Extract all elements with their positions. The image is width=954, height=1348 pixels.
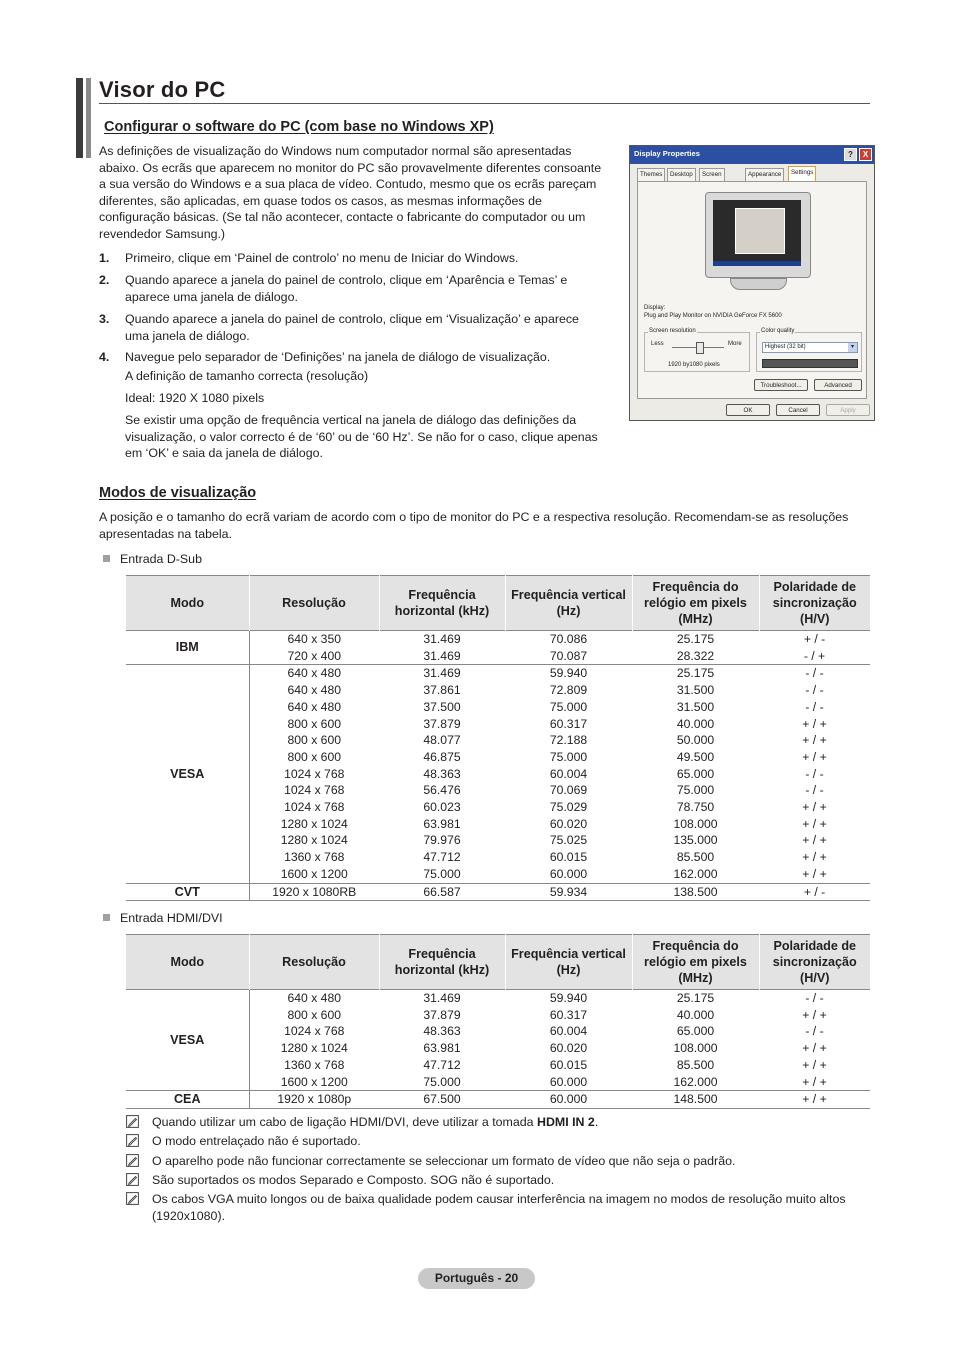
note-icon (126, 1115, 139, 1128)
step4-ideal: Ideal: 1920 X 1080 pixels (125, 391, 265, 405)
step-text: Quando aparece a janela do painel de controlo, clique em ‘Aparência e Temas’ e aparece uma janela de diálogo. (125, 273, 568, 304)
dsub-table (126, 575, 870, 901)
pixel-clock-cell: 108.000 (673, 1041, 718, 1056)
dsub-label: Entrada D-Sub (120, 552, 202, 566)
hfreq-cell: 79.976 (423, 833, 461, 848)
step4-frequency: Se existir uma opção de frequência vertical na janela de diálogo das definições da visualização, o valor correcto é de ‘60’ ou de ‘60 Hz’. Se não for o caso, clique apenas em ‘OK’ e saia da janela de diálogo. (125, 413, 598, 460)
pixel-clock-cell: 49.500 (676, 749, 715, 764)
hfreq-cell: 48.363 (423, 1024, 461, 1039)
vfreq-cell: 70.086 (505, 631, 632, 648)
polarity-cell: - / - (805, 766, 824, 781)
vfreq-cell: 60.000 (505, 1091, 632, 1109)
vfreq-cell: 60.000 (549, 1074, 588, 1089)
color-bar (762, 359, 858, 368)
polarity-cell: - / - (759, 990, 870, 1007)
pixel-clock-cell: 50.000 (676, 733, 715, 748)
step-number: 3. (99, 312, 110, 326)
pixel-clock-cell: 135.000 (673, 833, 718, 848)
resolution-cell: 1360 x 768 (284, 1057, 345, 1072)
settings-panel (637, 181, 867, 399)
pixel-clock-cell: 65.000 (676, 766, 715, 781)
hfreq-cell: 46.875 (423, 749, 461, 764)
vfreq-cell: 75.000 (549, 699, 588, 714)
note-icon (126, 1192, 139, 1205)
title-accent-bar-light (86, 78, 91, 158)
note-text-main: O modo entrelaçado não é suportado. (152, 1134, 361, 1148)
dsub-bullet (103, 552, 202, 566)
pixel-clock-cell: 108.000 (673, 816, 718, 831)
apply-button[interactable]: Apply (826, 404, 870, 416)
resolution-cell: 800 x 600 (287, 749, 342, 764)
vfreq-cell: 75.000 (549, 749, 588, 764)
hfreq-cell: 67.500 (379, 1091, 505, 1109)
step4-resolution: A definição de tamanho correcta (resolução) (125, 369, 369, 383)
resolution-value: 1920 by1080 pixels (668, 362, 720, 368)
title-accent-bar (76, 78, 83, 158)
hfreq-cell: 56.476 (423, 783, 461, 798)
hdmi-table (126, 934, 870, 1109)
polarity-cell: + / + (802, 800, 827, 815)
tab-appearance[interactable]: Appearance (745, 168, 784, 181)
note-text (152, 1153, 870, 1170)
polarity-cell: + / + (802, 1007, 827, 1022)
vfreq-cell: 60.000 (549, 866, 588, 881)
polarity-cell: + / - (759, 883, 870, 901)
note-icon (126, 1154, 139, 1167)
resolution-cell: 1024 x 768 (284, 766, 345, 781)
vfreq-cell: 70.087 (549, 648, 588, 663)
tab-desktop[interactable]: Desktop (667, 168, 696, 181)
header-polarity: Polaridade de sincronização (H/V) (759, 576, 870, 631)
header-polarity: Polaridade de sincronização (H/V) (759, 935, 870, 990)
header-resolution: Resolução (249, 576, 379, 631)
header-pixel-clock: Frequência do relógio em pixels (MHz) (632, 576, 759, 631)
close-icon[interactable]: X (859, 148, 872, 161)
vfreq-cell: 60.317 (549, 1007, 588, 1022)
hfreq-cell: 60.023 (423, 800, 461, 815)
polarity-cell: + / + (759, 1091, 870, 1109)
resolution-cell: 1024 x 768 (284, 800, 345, 815)
polarity-cell: - / - (805, 683, 824, 698)
monitor-icon (705, 192, 811, 278)
hfreq-cell: 31.469 (423, 648, 461, 663)
step-3 (99, 311, 604, 344)
tab-screen-saver[interactable]: Screen (699, 168, 725, 181)
polarity-cell: + / + (802, 733, 827, 748)
polarity-cell: + / + (802, 716, 827, 731)
ok-button[interactable]: OK (726, 404, 770, 416)
table-row (126, 883, 870, 901)
pixel-clock-cell: 31.500 (676, 683, 715, 698)
resolution-cell: 1024 x 768 (284, 1024, 345, 1039)
header-pixel-clock: Frequência do relógio em pixels (MHz) (632, 935, 759, 990)
header-hfreq: Frequência horizontal (kHz) (379, 935, 505, 990)
step-1 (99, 250, 604, 267)
table-header (126, 576, 870, 631)
vfreq-cell: 75.025 (549, 833, 588, 848)
page-title: Visor do PC (99, 77, 226, 102)
display-value: Plug and Play Monitor on NVIDIA GeForce FX 5600 (644, 313, 782, 319)
resolution-cell: 1280 x 1024 (280, 833, 348, 848)
table-row (126, 1091, 870, 1109)
hfreq-cell: 37.861 (423, 683, 461, 698)
page-footer: Português - 20 (418, 1268, 535, 1289)
hfreq-cell: 63.981 (423, 1041, 461, 1056)
hfreq-cell: 47.712 (423, 1057, 461, 1072)
resolution-cell: 640 x 480 (287, 699, 342, 714)
vfreq-cell: 59.934 (505, 883, 632, 901)
hfreq-cell: 37.879 (423, 1007, 461, 1022)
pixel-clock-cell: 31.500 (676, 699, 715, 714)
header-vfreq: Frequência vertical (Hz) (505, 576, 632, 631)
mode-cell: VESA (126, 990, 249, 1091)
color-quality-select[interactable] (762, 342, 858, 353)
note-item (126, 1114, 870, 1131)
less-label: Less (651, 341, 664, 347)
note-text-main: Os cabos VGA muito longos ou de baixa qualidade podem causar interferência na imagem no modos de resolução muito altos (1920x1080). (152, 1192, 846, 1223)
step-text: Primeiro, clique em ‘Painel de controlo’ no menu de Iniciar do Windows. (125, 251, 519, 265)
vfreq-cell: 60.015 (549, 1057, 588, 1072)
header-resolution: Resolução (249, 935, 379, 990)
resolution-cell: 640 x 350 (249, 631, 379, 648)
pixel-clock-cell: 25.175 (632, 665, 759, 682)
note-item (126, 1153, 870, 1170)
resolution-cell: 1280 x 1024 (280, 816, 348, 831)
pixel-clock-cell: 28.322 (676, 648, 715, 663)
pixel-clock-cell: 40.000 (676, 1007, 715, 1022)
vfreq-cell: 60.020 (549, 1041, 588, 1056)
vfreq-cell: 60.015 (549, 850, 588, 865)
display-properties-dialog (629, 145, 875, 421)
pixel-clock-cell: 162.000 (673, 866, 718, 881)
pixel-clock-cell: 25.175 (632, 990, 759, 1007)
hfreq-cell: 31.469 (379, 990, 505, 1007)
hdmi-bullet (103, 911, 223, 925)
hfreq-cell: 37.500 (423, 699, 461, 714)
vfreq-cell: 72.188 (549, 733, 588, 748)
pixel-clock-cell: 138.500 (632, 883, 759, 901)
resolution-cell: 640 x 480 (287, 683, 342, 698)
resolution-cell: 1920 x 1080p (249, 1091, 379, 1109)
advanced-button[interactable]: Advanced (814, 379, 862, 391)
note-icon (126, 1173, 139, 1186)
note-icon (126, 1134, 139, 1147)
polarity-cell: - / - (805, 699, 824, 714)
polarity-cell: + / + (802, 1041, 827, 1056)
monitor-stand (730, 278, 787, 290)
resolution-cell: 640 x 480 (249, 990, 379, 1007)
resolution-cell: 1600 x 1200 (280, 1074, 348, 1089)
resolution-cell: 720 x 400 (287, 648, 342, 663)
resolution-cell: 1024 x 768 (284, 783, 345, 798)
note-item (126, 1133, 870, 1150)
hfreq-cell: 37.879 (423, 716, 461, 731)
dialog-titlebar (630, 146, 874, 164)
vfreq-cell: 60.317 (549, 716, 588, 731)
taskbar-thumbnail (713, 261, 801, 266)
note-text-main: Quando utilizar um cabo de ligação HDMI/DVI, deve utilizar a tomada (152, 1115, 537, 1129)
pixel-clock-cell: 85.500 (676, 1057, 715, 1072)
title-divider (99, 103, 870, 104)
step-text: Quando aparece a janela do painel de controlo, clique em ‘Visualização’ e aparece uma janela de diálogo. (125, 312, 579, 343)
intro-paragraph: As definições de visualização do Windows num computador normal são apresentadas abaixo. Os ecrãs que aparecem no monitor do PC são provavelmente diferentes consoante a sua versão do Windows e a sua placa de vídeo. Contudo, mesmo que os ecrãs pareçam diferentes, são aplicadas, em quase todos os casos, as mesmas informações de configuração básicas. (Se tal não acontecer, contacte o fabricante do computador ou um revendedor Samsung.) (99, 144, 602, 241)
pixel-clock-cell: 25.175 (632, 631, 759, 648)
vfreq-cell: 59.940 (505, 665, 632, 682)
note-text (152, 1172, 870, 1189)
pixel-clock-cell: 85.500 (676, 850, 715, 865)
square-bullet-icon (103, 914, 110, 921)
note-text (152, 1191, 870, 1224)
polarity-cell: - / - (759, 665, 870, 682)
table-row (126, 631, 870, 648)
step-number: 2. (99, 273, 110, 287)
header-vfreq: Frequência vertical (Hz) (505, 935, 632, 990)
hdmi-label: Entrada HDMI/DVI (120, 911, 223, 925)
pixel-clock-cell: 75.000 (676, 783, 715, 798)
polarity-cell: + / - (759, 631, 870, 648)
resolution-cell: 1920 x 1080RB (249, 883, 379, 901)
hfreq-cell: 31.469 (379, 665, 505, 682)
header-hfreq: Frequência horizontal (kHz) (379, 576, 505, 631)
window-thumbnail (735, 208, 785, 254)
dsub-body (126, 631, 870, 901)
chevron-down-icon[interactable]: ▾ (848, 343, 857, 352)
vfreq-cell: 59.940 (505, 990, 632, 1007)
hfreq-cell: 63.981 (423, 816, 461, 831)
note-text-after: . (594, 1115, 599, 1129)
pixel-clock-cell: 148.500 (632, 1091, 759, 1109)
step-text: Navegue pelo separador de ‘Definições’ na janela de diálogo de visualização. (125, 350, 551, 364)
polarity-cell: - / - (805, 1024, 824, 1039)
display-label: Display: (644, 305, 666, 311)
vfreq-cell: 60.004 (549, 766, 588, 781)
resolution-cell: 1600 x 1200 (280, 866, 348, 881)
monitor-screen (713, 200, 801, 266)
hfreq-cell: 48.363 (423, 766, 461, 781)
polarity-cell: + / + (802, 816, 827, 831)
mode-cell: CEA (126, 1091, 249, 1109)
polarity-cell: + / + (802, 749, 827, 764)
mode-cell: VESA (126, 665, 249, 883)
hdmi-body (126, 990, 870, 1109)
vfreq-cell: 60.004 (549, 1024, 588, 1039)
step-2 (99, 272, 604, 305)
polarity-cell: + / + (802, 850, 827, 865)
vfreq-cell: 70.069 (549, 783, 588, 798)
vfreq-cell: 60.020 (549, 816, 588, 831)
hfreq-cell: 48.077 (423, 733, 461, 748)
resolution-slider-thumb[interactable] (696, 342, 704, 354)
pixel-clock-cell: 65.000 (676, 1024, 715, 1039)
polarity-cell: + / + (802, 1057, 827, 1072)
dialog-title: Display Properties (634, 149, 700, 158)
modes-paragraph: A posição e o tamanho do ecrã variam de acordo com o tipo de monitor do PC e a respectiva resolução. Recomendam-se as resoluções apresentadas na tabela. (99, 510, 849, 541)
polarity-cell: - / - (805, 783, 824, 798)
vfreq-cell: 72.809 (549, 683, 588, 698)
section-heading-modes: Modos de visualização (99, 485, 257, 501)
square-bullet-icon (103, 555, 110, 562)
header-mode: Modo (126, 935, 249, 990)
resolution-cell: 640 x 480 (249, 665, 379, 682)
mode-cell: CVT (126, 883, 249, 901)
hfreq-cell: 47.712 (423, 850, 461, 865)
note-text-main: O aparelho pode não funcionar correctamente se seleccionar um formato de vídeo que não seja o padrão. (152, 1154, 736, 1168)
resolution-cell: 800 x 600 (287, 1007, 342, 1022)
note-item (126, 1191, 870, 1224)
hfreq-cell: 31.469 (379, 631, 505, 648)
tab-settings[interactable]: Settings (788, 166, 816, 181)
table-row (126, 665, 870, 682)
hfreq-cell: 75.000 (423, 866, 461, 881)
resolution-cell: 1280 x 1024 (280, 1041, 348, 1056)
resolution-label: Screen resolution (649, 328, 696, 334)
help-icon[interactable]: ? (844, 148, 857, 161)
cancel-button[interactable]: Cancel (776, 404, 820, 416)
pixel-clock-cell: 78.750 (676, 800, 715, 815)
resolution-cell: 1360 x 768 (284, 850, 345, 865)
pixel-clock-cell: 40.000 (676, 716, 715, 731)
note-text (152, 1114, 870, 1131)
section-heading-software: Configurar o software do PC (com base no Windows XP) (104, 119, 494, 135)
note-text-main: São suportados os modos Separado e Composto. SOG não é suportado. (152, 1173, 555, 1187)
polarity-cell: + / + (802, 833, 827, 848)
header-mode: Modo (126, 576, 249, 631)
polarity-cell: + / + (802, 1074, 827, 1089)
vfreq-cell: 75.029 (549, 800, 588, 815)
note-text-bold: HDMI IN 2 (537, 1115, 595, 1129)
color-quality-value: Highest (32 bit) (765, 344, 806, 350)
mode-cell: IBM (126, 631, 249, 665)
polarity-cell: - / + (803, 648, 826, 663)
more-label: More (728, 341, 742, 347)
table-header (126, 935, 870, 990)
troubleshoot-button[interactable]: Troubleshoot... (754, 379, 808, 391)
step-number: 1. (99, 251, 110, 265)
color-quality-label: Color quality (761, 328, 795, 334)
hfreq-cell: 75.000 (423, 1074, 461, 1089)
table-row (126, 990, 870, 1007)
resolution-cell: 800 x 600 (287, 733, 342, 748)
resolution-cell: 800 x 600 (287, 716, 342, 731)
step-4 (99, 349, 604, 366)
note-item (126, 1172, 870, 1189)
step-number: 4. (99, 350, 110, 364)
note-text (152, 1133, 870, 1150)
pixel-clock-cell: 162.000 (673, 1074, 718, 1089)
polarity-cell: + / + (802, 866, 827, 881)
hfreq-cell: 66.587 (379, 883, 505, 901)
tab-themes[interactable]: Themes (637, 168, 665, 181)
